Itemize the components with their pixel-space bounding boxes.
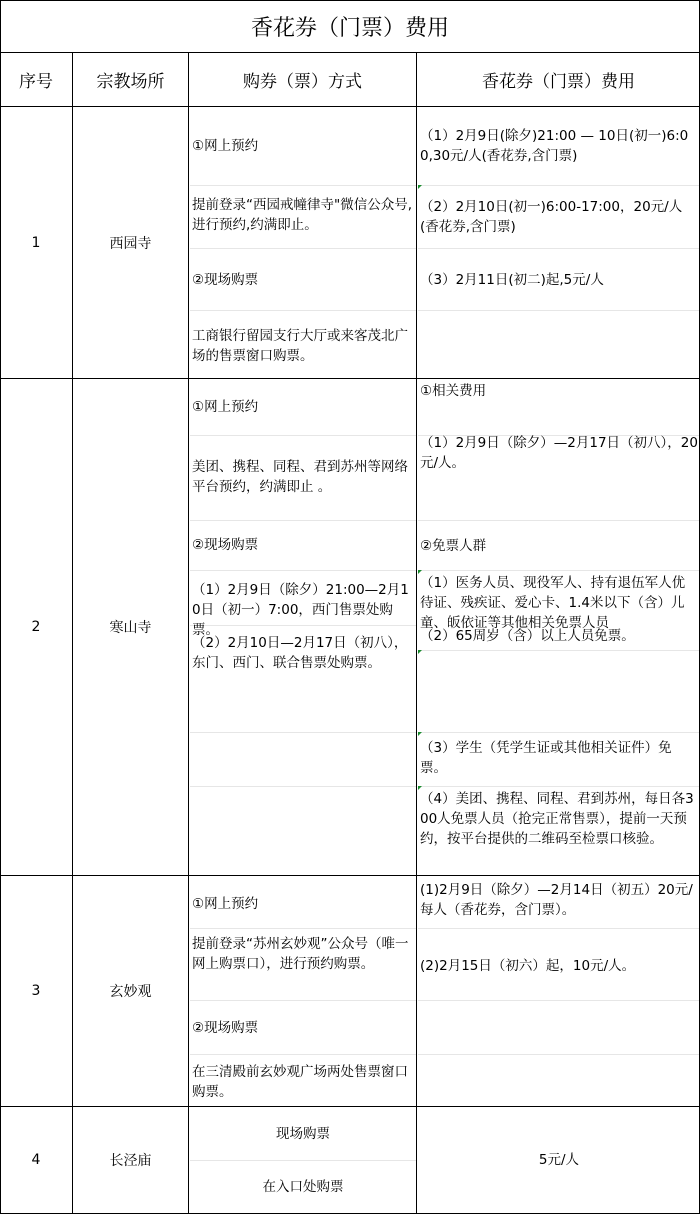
fee-text: (2)2月15日（初六）起，10元/人。 xyxy=(420,958,636,974)
method-text: 提前登录“苏州玄妙观”公众号（唯一网上购票口），进行预约购票。 xyxy=(192,936,409,972)
fee-text: 5元/人 xyxy=(538,1152,580,1168)
method-text: 在三清殿前玄妙观广场两处售票窗口购票。 xyxy=(192,1064,408,1100)
venue-name: 寒山寺 xyxy=(109,620,152,636)
fee-text: ①相关费用 xyxy=(420,383,487,399)
fee-text: （1）医务人员、现役军人、持有退伍军人优待证、残疾证、爱心卡、1.4米以下（含）儿童、皈依证等其他相关免票人员 xyxy=(420,575,686,631)
fee-text: （1）2月9日(除夕)21:00 — 10日(初一)6:00,30元/人(香花券,含门票) xyxy=(420,128,689,164)
fee-text: （3）2月11日(初二)起,5元/人 xyxy=(420,272,604,288)
header-method: 购券（票）方式 xyxy=(243,71,362,92)
method-text: 现场购票 xyxy=(276,1126,330,1142)
fee-text: ②免票人群 xyxy=(420,538,487,554)
venue-name: 西园寺 xyxy=(109,235,152,252)
fee-text: （1）2月9日（除夕）—2月17日（初八），20元/人。 xyxy=(420,435,698,471)
venue-name: 玄妙观 xyxy=(109,984,152,1000)
fee-text: (1)2月9日（除夕）—2月14日（初五）20元/每人（香花券，含门票）。 xyxy=(420,882,693,918)
fee-text: （2）65周岁（含）以上人员免票。 xyxy=(420,628,635,644)
header-fee: 香花券（门票）费用 xyxy=(482,71,635,92)
row-index: 2 xyxy=(31,619,41,635)
method-text: ①网上预约 xyxy=(192,399,259,415)
header-venue: 宗教场所 xyxy=(96,71,165,92)
method-text: ②现场购票 xyxy=(192,537,259,553)
fee-text: （3）学生（凭学生证或其他相关证件）免票。 xyxy=(420,740,672,776)
row-index: 1 xyxy=(31,234,41,251)
row-index: 4 xyxy=(31,1152,41,1168)
header-index: 序号 xyxy=(19,71,53,92)
method-text: ①网上预约 xyxy=(192,138,259,154)
method-text: ①网上预约 xyxy=(192,896,259,912)
method-text: 工商银行留园支行大厅或来客茂北广场的售票窗口购票。 xyxy=(192,328,408,364)
method-text: 提前登录“西园戒幢律寺"微信公众号,进行预约,约满即止。 xyxy=(192,197,412,233)
table-title: 香花券（门票）费用 xyxy=(250,15,449,41)
venue-name: 长泾庙 xyxy=(109,1153,152,1169)
method-text: ②现场购票 xyxy=(192,1020,259,1036)
method-text: 在入口处购票 xyxy=(262,1179,344,1195)
fee-text: （2）2月10日(初一)6:00-17:00，20元/人(香花券,含门票) xyxy=(420,199,683,235)
method-text: ②现场购票 xyxy=(192,272,259,288)
method-text: （2）2月10日—2月17日（初八），东门、西门、联合售票处购票。 xyxy=(192,635,408,671)
method-text: （1）2月9日（除夕）21:00—2月10日（初一）7:00，西门售票处购票。 xyxy=(192,582,409,638)
method-text: 美团、携程、同程、君到苏州等网络平台预约，约满即止 。 xyxy=(192,459,408,495)
row-index: 3 xyxy=(31,983,41,999)
fee-text: （4）美团、携程、同程、君到苏州，每日各300人免票人员（抢完正常售票），提前一天预约，按平台提供的二维码至检票口核验。 xyxy=(420,791,694,847)
